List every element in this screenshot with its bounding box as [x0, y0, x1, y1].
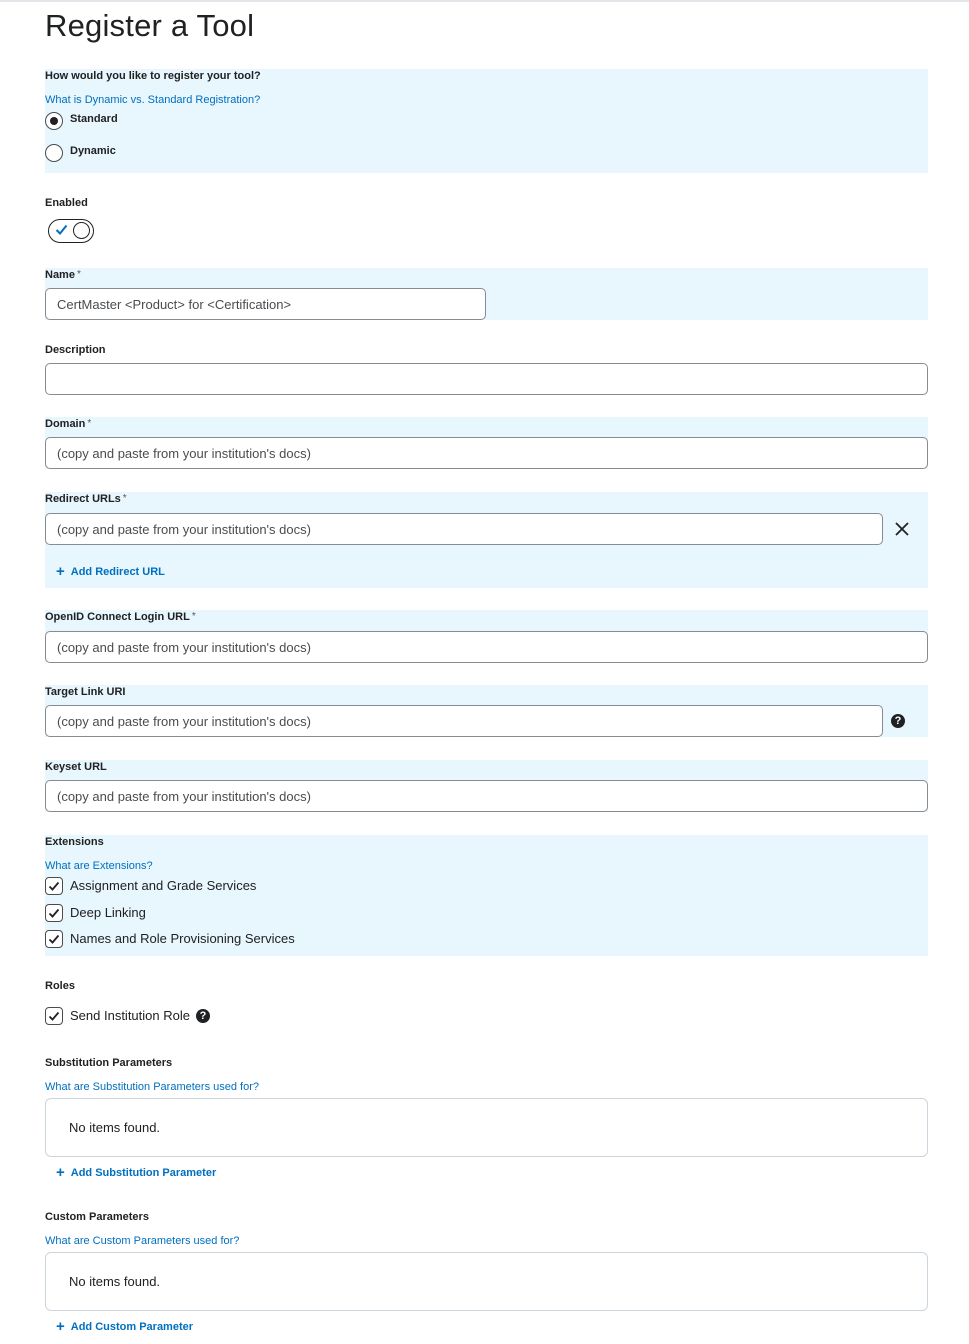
custom-label: Custom Parameters: [45, 1211, 149, 1223]
checkmark-icon: [48, 880, 60, 892]
radio-dynamic-label[interactable]: Dynamic: [70, 145, 116, 157]
checkmark-icon: [48, 1010, 60, 1022]
registration-help-link[interactable]: What is Dynamic vs. Standard Registration?: [45, 94, 261, 106]
custom-empty-list: No items found.: [45, 1252, 928, 1311]
target-link-input[interactable]: (copy and paste from your institution's docs): [45, 705, 883, 737]
checkbox-names-roles-label[interactable]: Names and Role Provisioning Services: [70, 931, 295, 946]
add-redirect-url-button[interactable]: [56, 564, 165, 579]
keyset-input[interactable]: (copy and paste from your institution's docs): [45, 780, 928, 812]
checkbox-names-roles[interactable]: [45, 930, 63, 948]
enabled-toggle[interactable]: [48, 219, 94, 243]
add-custom-parameter-label: Add Custom Parameter: [70, 1320, 194, 1333]
checkmark-icon: [48, 933, 60, 945]
page-title: Register a Tool: [45, 8, 255, 43]
registration-question: How would you like to register your tool?: [45, 70, 261, 82]
keyset-label: Keyset URL: [45, 761, 107, 773]
checkbox-send-institution-role-label[interactable]: Send Institution Role: [70, 1008, 190, 1023]
plus-icon: +: [56, 1164, 65, 1181]
checkbox-deep-linking-label[interactable]: Deep Linking: [70, 905, 146, 920]
custom-help-link[interactable]: What are Custom Parameters used for?: [45, 1235, 240, 1247]
add-substitution-parameter-label: Add Substitution Parameter: [70, 1166, 217, 1179]
radio-standard-label[interactable]: Standard: [70, 113, 118, 125]
checkbox-assignment-grade[interactable]: [45, 877, 63, 895]
substitution-label: Substitution Parameters: [45, 1057, 173, 1069]
registration-section: [45, 69, 928, 173]
target-link-label: Target Link URI: [45, 686, 126, 698]
add-substitution-parameter-button[interactable]: [56, 1165, 216, 1180]
checkmark-icon: [48, 907, 60, 919]
name-input[interactable]: CertMaster <Product> for <Certification>: [45, 288, 486, 320]
question-circle-icon[interactable]: ?: [891, 714, 905, 728]
close-x-icon[interactable]: [894, 521, 910, 537]
radio-dynamic[interactable]: [45, 144, 63, 162]
substitution-empty-list: No items found.: [45, 1098, 928, 1157]
plus-icon: +: [56, 1318, 65, 1335]
question-circle-icon[interactable]: ?: [196, 1009, 210, 1023]
extensions-help-link[interactable]: What are Extensions?: [45, 860, 153, 872]
extensions-label: Extensions: [45, 836, 104, 848]
toggle-knob: [73, 222, 90, 239]
redirect-label: Redirect URLs *: [45, 493, 127, 505]
radio-standard[interactable]: [45, 112, 63, 130]
redirect-url-input[interactable]: (copy and paste from your institution's docs): [45, 513, 883, 545]
top-border: [0, 0, 969, 2]
description-input[interactable]: [45, 363, 928, 395]
checkbox-deep-linking[interactable]: [45, 904, 63, 922]
enabled-label: Enabled: [45, 197, 88, 209]
plus-icon: +: [56, 563, 65, 580]
add-custom-parameter-button[interactable]: [56, 1319, 193, 1334]
openid-input[interactable]: (copy and paste from your institution's docs): [45, 631, 928, 663]
roles-label: Roles: [45, 980, 75, 992]
description-label: Description: [45, 344, 106, 356]
substitution-help-link[interactable]: What are Substitution Parameters used for?: [45, 1081, 259, 1093]
domain-label: Domain *: [45, 418, 92, 430]
checkbox-send-institution-role[interactable]: [45, 1007, 63, 1025]
name-label: Name *: [45, 269, 81, 281]
openid-label: OpenID Connect Login URL *: [45, 611, 196, 623]
checkbox-assignment-grade-label[interactable]: Assignment and Grade Services: [70, 878, 257, 893]
add-redirect-url-label: Add Redirect URL: [70, 565, 165, 578]
checkmark-icon: [55, 223, 68, 236]
domain-input[interactable]: (copy and paste from your institution's docs): [45, 437, 928, 469]
